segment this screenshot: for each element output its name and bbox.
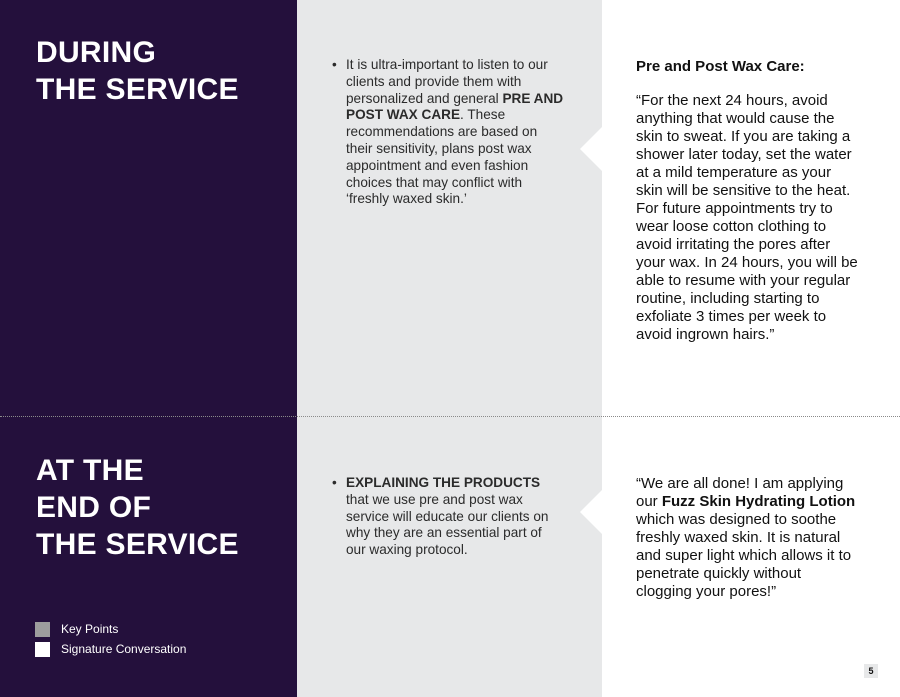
heading-line: AT THE: [36, 454, 144, 487]
heading-line: THE SERVICE: [36, 528, 239, 561]
signature-text-part: which was designed to soothe freshly waxed skin. It is natural and super light which allows it to penetrate quickly without clogging your pores!”: [636, 511, 852, 600]
signature-quote-end: [636, 475, 861, 601]
key-point-emphasis: PRE AND POST WAX CARE: [346, 90, 564, 123]
legend-swatch-white: [35, 642, 50, 657]
key-point-during: [332, 57, 564, 208]
section-heading-during: [36, 34, 239, 108]
heading-line: END OF: [36, 491, 152, 524]
key-point-end: [332, 475, 564, 559]
bullet-glyph: •: [332, 57, 337, 72]
heading-line: DURING: [36, 36, 157, 69]
key-point-text-part: It is ultra-important to listen to our clients and provide them with personalized and general: [346, 57, 548, 106]
legend-label: Signature Conversation: [61, 642, 187, 656]
signature-text-part: “We are all done! I am applying our: [636, 475, 844, 510]
signature-quote-during: “For the next 24 hours, avoid anything that would cause the skin to sweat. If you are taking a shower later today, set the water at a mild temperature as your skin will be sensitive to the heat. For future appointments try to wear loose cotton clothing to avoid irritating the pores after your wax. In 24 hours, you will be able to resume with your regular routine, including starting to exfoliate 3 times per week to avoid ingrown hairs.”: [636, 92, 858, 343]
key-point-text-part: . These recommendations are based on their sensitivity, plans post wax appointment and even fashion choices that may conflict with ‘freshly waxed skin.’: [346, 107, 538, 207]
heading-line: THE SERVICE: [36, 73, 239, 106]
notch-arrow-bottom: [580, 490, 602, 534]
legend-label: Key Points: [61, 622, 119, 636]
notch-arrow-top: [580, 127, 602, 171]
signature-title: Pre and Post Wax Care:: [636, 58, 805, 75]
bullet-glyph: •: [332, 475, 337, 490]
key-point-emphasis: EXPLAINING THE PRODUCTS: [346, 475, 541, 490]
section-heading-end: [36, 452, 239, 563]
legend-swatch-gray: [35, 622, 50, 637]
key-point-text: [332, 57, 564, 208]
page-number: 5: [864, 664, 878, 678]
section-divider: [0, 416, 900, 417]
key-point-text: [332, 475, 564, 559]
product-name: Fuzz Skin Hydrating Lotion: [661, 493, 856, 510]
key-point-text-part: that we use pre and post wax service will educate our clients on why they are an essential part of our waxing protocol.: [346, 491, 549, 558]
